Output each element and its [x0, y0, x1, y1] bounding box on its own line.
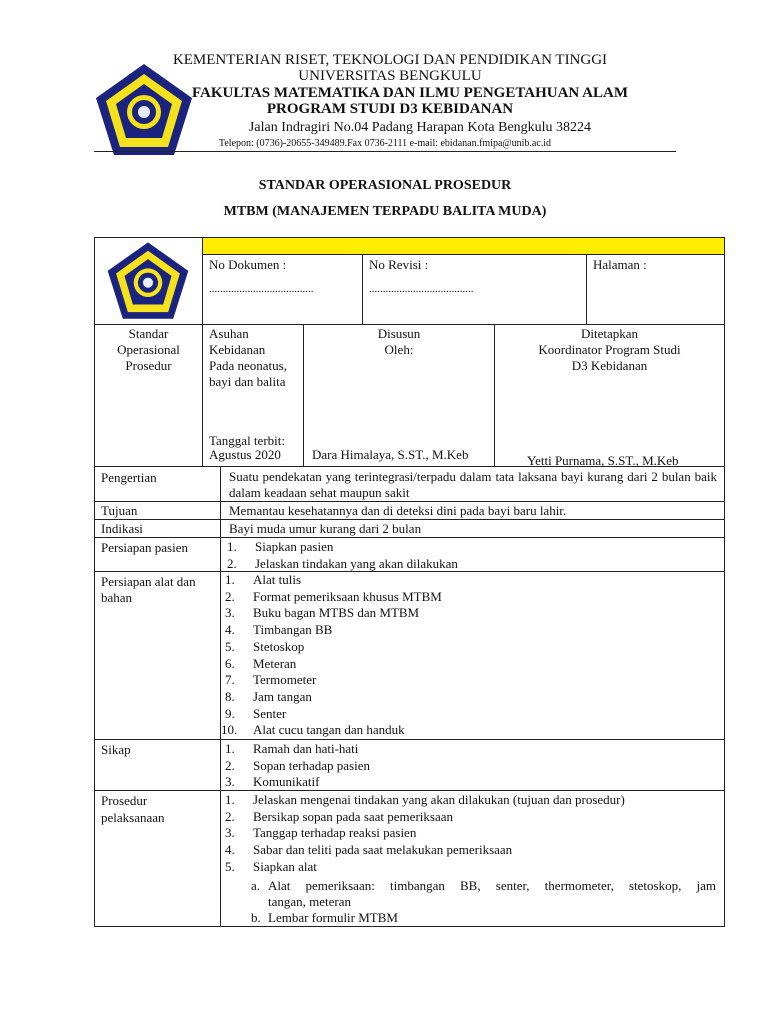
accent-bar — [202, 237, 725, 255]
list-item: 4. Timbangan BB — [225, 622, 333, 638]
topic-line3: Pada neonatus, — [209, 358, 287, 373]
tujuan-label: Tujuan — [101, 503, 138, 518]
university-name: UNIVERSITAS BENGKULU — [298, 68, 482, 84]
sop-label-cell — [94, 324, 203, 467]
list-item: 1. Ramah dan hati-hati — [225, 741, 359, 756]
no-dokumen-cell — [202, 254, 363, 325]
list-item: 1. Siapkan pasien — [227, 539, 334, 554]
no-revisi-label: No Revisi : — [369, 257, 429, 272]
list-item: 2. Sopan terhadap pasien — [225, 757, 370, 773]
halaman-label: Halaman : — [593, 257, 647, 272]
persiapan-alat-label-line1: Persiapan alat dan — [101, 574, 196, 589]
prosedur-list — [225, 792, 625, 876]
disusun-name: Dara Himalaya, S.ST., M.Keb — [312, 447, 469, 462]
indikasi-text-cell — [220, 519, 725, 538]
contact-line: Telepon: (0736)-20655-349489.Fax 0736-2111 e-mail: ebidanan.fmipa@unib.ac.id — [218, 138, 552, 149]
persiapan-pasien-list — [227, 539, 458, 572]
university-logo-small — [100, 239, 196, 323]
pengertian-label: Pengertian — [101, 470, 157, 485]
prosedur-cell — [220, 790, 725, 927]
prosedur-label-line1: Prosedur — [101, 793, 148, 808]
disusun-cell — [303, 324, 495, 467]
topic-cell — [202, 324, 304, 467]
list-item: 10. Alat cucu tangan dan handuk — [221, 722, 405, 738]
prosedur-label-cell — [94, 790, 221, 927]
list-item: 2. Bersikap sopan pada saat pemeriksaan — [225, 808, 453, 824]
ditetapkan-line3: D3 Kebidanan — [571, 358, 648, 373]
sop-label-line3: Prosedur — [125, 358, 172, 373]
indikasi-text: Bayi muda umur kurang dari 2 bulan — [229, 521, 422, 536]
persiapan-alat-cell — [220, 571, 725, 740]
sop-label-line1: Standar — [128, 326, 169, 341]
list-item: 4. Sabar dan teliti pada saat melakukan pemeriksaan — [225, 842, 513, 858]
topic-line4: bayi dan balita — [209, 374, 286, 389]
header-divider — [94, 151, 676, 152]
topic-line1: Asuhan — [209, 326, 249, 341]
list-item: 3. Buku bagan MTBS dan MTBM — [225, 605, 420, 621]
ministry-name: KEMENTERIAN RISET, TEKNOLOGI DAN PENDIDIKAN TINGGI — [172, 52, 608, 68]
tanggal-terbit-label: Tanggal terbit: — [209, 433, 285, 448]
pengertian-text-cell — [220, 466, 725, 502]
prosedur-sub-a-marker: a. — [251, 878, 261, 893]
ditetapkan-line1: Ditetapkan — [580, 326, 639, 341]
tujuan-text-cell — [220, 501, 725, 520]
indikasi-label: Indikasi — [101, 521, 143, 536]
no-dokumen-label: No Dokumen : — [209, 257, 287, 272]
disusun-line1: Disusun — [377, 326, 421, 341]
sikap-label-cell — [94, 739, 221, 791]
list-item: 1. Alat tulis — [225, 572, 302, 587]
sop-label-line2: Operasional — [117, 342, 180, 357]
program-name: PROGRAM STUDI D3 KEBIDANAN — [266, 101, 514, 117]
prosedur-label-line2: pelaksanaan — [101, 810, 165, 825]
persiapan-pasien-cell — [220, 537, 725, 572]
list-item: 7. Termometer — [225, 672, 317, 688]
persiapan-pasien-label-cell — [94, 537, 221, 572]
pengertian-label-cell — [94, 466, 221, 502]
ditetapkan-name: Yetti Purnama, S.ST., M.Keb — [527, 453, 679, 468]
list-item: 1. Jelaskan mengenai tindakan yang akan dilakukan (tujuan dan prosedur) — [225, 792, 625, 807]
list-item: 8. Jam tangan — [225, 688, 312, 704]
list-item: 3. Komunikatif — [225, 774, 320, 790]
persiapan-pasien-label: Persiapan pasien — [101, 540, 189, 555]
no-revisi-value: ...................................... — [369, 283, 474, 295]
halaman-cell — [586, 254, 725, 325]
list-item: 5. Stetoskop — [225, 638, 305, 654]
list-item: 5. Siapkan alat — [225, 858, 317, 874]
sikap-cell — [220, 739, 725, 791]
sikap-list — [225, 741, 370, 791]
tujuan-label-cell — [94, 501, 221, 520]
sikap-label: Sikap — [101, 742, 131, 757]
disusun-line2: Oleh: — [384, 342, 414, 357]
ditetapkan-line2: Koordinator Program Studi — [538, 342, 681, 357]
persiapan-alat-list — [221, 572, 442, 739]
prosedur-sub-a-continued: tangan, meteran — [268, 894, 352, 909]
list-item: 9. Senter — [225, 705, 287, 721]
topic-line2: Kebidanan — [209, 342, 266, 357]
no-revisi-cell — [362, 254, 587, 325]
tujuan-text: Memantau kesehatannya dan di deteksi dini pada bayi baru lahir. — [229, 503, 567, 518]
pengertian-text: Suatu pendekatan yang terintegrasi/terpadu dalam tata laksana bayi kurang dari 2 bulan baik dalam keadaan sehat maupun sakit — [229, 469, 717, 500]
persiapan-alat-label-line2: bahan — [101, 590, 133, 605]
list-item: 3. Tanggap terhadap reaksi pasien — [225, 825, 417, 841]
list-item: 2. Format pemeriksaan khusus MTBM — [225, 588, 442, 604]
address-line: Jalan Indragiri No.04 Padang Harapan Kota Bengkulu 38224 — [248, 120, 592, 135]
sop-subtitle: MTBM (MANAJEMEN TERPADU BALITA MUDA) — [223, 204, 547, 219]
tanggal-terbit-value: Agustus 2020 — [209, 447, 281, 462]
prosedur-sub-a: Alat pemeriksaan: timbangan BB, senter, thermometer, stetoskop, jam — [268, 878, 716, 893]
indikasi-label-cell — [94, 519, 221, 538]
list-item: 6. Meteran — [225, 655, 297, 671]
list-item: 2. Jelaskan tindakan yang akan dilakukan — [227, 555, 458, 571]
faculty-name: FAKULTAS MATEMATIKA DAN ILMU PENGETAHUAN ALAM — [192, 85, 628, 101]
ditetapkan-cell — [494, 324, 725, 467]
no-dokumen-value: ...................................... — [209, 283, 314, 295]
logo-cell — [94, 237, 203, 325]
prosedur-sub-b: Lembar formulir MTBM — [268, 910, 398, 925]
prosedur-sub-b-marker: b. — [251, 910, 261, 925]
sop-title: STANDAR OPERASIONAL PROSEDUR — [258, 178, 512, 193]
persiapan-alat-label-cell — [94, 571, 221, 740]
